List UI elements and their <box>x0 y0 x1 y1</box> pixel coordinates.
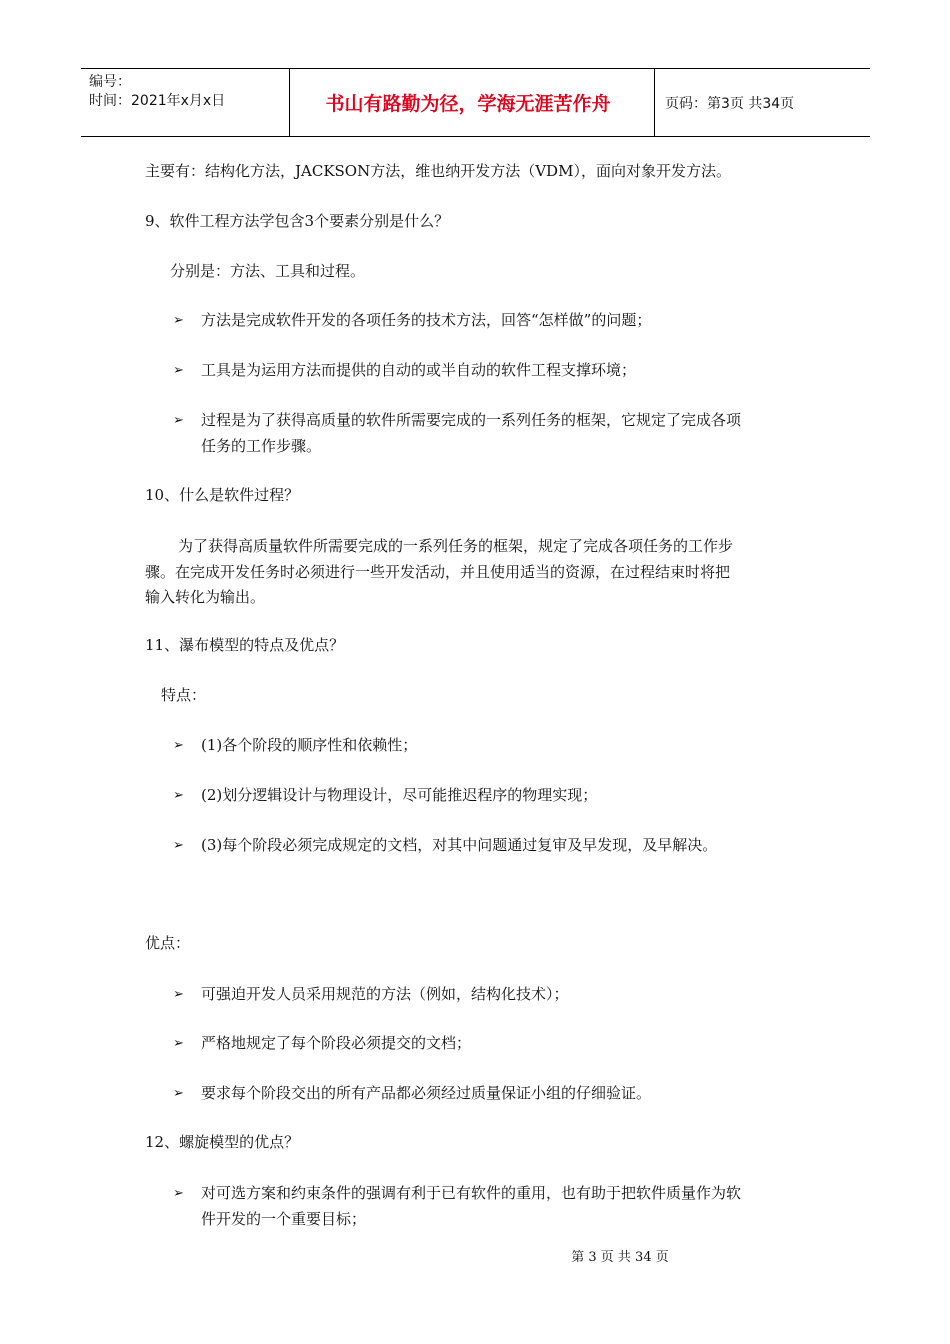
bullet-9-3-line1: 过程是为了获得高质量的软件所需要完成的一系列任务的框架，它规定了完成各项 <box>201 411 742 429</box>
advantage-2: 严格地规定了每个阶段必须提交的文档； <box>201 1034 472 1052</box>
feature-2: (2)划分逻辑设计与物理设计，尽可能推迟程序的物理实现； <box>201 786 598 804</box>
answer-10-line2: 骤。在完成开发任务时必须进行一些开发活动，并且使用适当的资源，在过程结束时将把 <box>145 563 731 581</box>
arrow-bullet-icon: ➢ <box>173 363 184 378</box>
arrow-bullet-icon: ➢ <box>173 413 184 428</box>
arrow-bullet-icon: ➢ <box>173 788 184 803</box>
bullet-9-1: 方法是完成软件开发的各项任务的技术方法，回答“怎样做”的问题； <box>201 311 652 329</box>
feature-3: (3)每个阶段必须完成规定的文档，对其中问题通过复审及早发现，及早解决。 <box>201 836 718 854</box>
header-meta-cell <box>81 69 290 136</box>
question-10: 10、什么是软件过程？ <box>145 486 300 504</box>
answer-10-line1: 为了获得高质量软件所需要完成的一系列任务的框架，规定了完成各项任务的工作步 <box>178 537 734 555</box>
page-info: 页码：第3页 共34页 <box>665 95 795 112</box>
header-table <box>81 68 870 137</box>
motto: 书山有路勤为径，学海无涯苦作舟 <box>282 69 655 136</box>
arrow-bullet-icon: ➢ <box>173 738 184 753</box>
advantages-label: 优点： <box>145 934 191 952</box>
arrow-bullet-icon: ➢ <box>173 838 184 853</box>
bullet-9-2: 工具是为运用方法而提供的自动的或半自动的软件工程支撑环境； <box>201 361 637 379</box>
answer-9: 分别是：方法、工具和过程。 <box>170 262 366 280</box>
arrow-bullet-icon: ➢ <box>173 1186 184 1201</box>
number-label: 编号： <box>89 74 131 90</box>
features-label: 特点： <box>161 686 207 704</box>
paragraph-methods: 主要有：结构化方法，JACKSON方法，维也纳开发方法（VDM），面向对象开发方法。 <box>145 162 731 180</box>
arrow-bullet-icon: ➢ <box>173 1086 184 1101</box>
arrow-bullet-icon: ➢ <box>173 1036 184 1051</box>
question-9: 9、软件工程方法学包含3个要素分别是什么？ <box>145 212 450 230</box>
spiral-advantage-1-line1: 对可选方案和约束条件的强调有利于已有软件的重用，也有助于把软件质量作为软 <box>201 1184 742 1202</box>
advantage-1: 可强迫开发人员采用规范的方法（例如，结构化技术）； <box>201 985 569 1003</box>
time-label: 时间：2021年x月x日 <box>89 93 226 109</box>
arrow-bullet-icon: ➢ <box>173 987 184 1002</box>
bullet-9-3-line2: 任务的工作步骤。 <box>201 437 322 455</box>
feature-1: (1)各个阶段的顺序性和依赖性； <box>201 736 418 754</box>
page-footer: 第 3 页 共 34 页 <box>571 1250 669 1265</box>
question-11: 11、瀑布模型的特点及优点？ <box>145 636 345 654</box>
spiral-advantage-1-line2: 件开发的一个重要目标； <box>201 1210 367 1228</box>
advantage-3: 要求每个阶段交出的所有产品都必须经过质量保证小组的仔细验证。 <box>201 1084 652 1102</box>
question-12: 12、螺旋模型的优点？ <box>145 1133 300 1151</box>
arrow-bullet-icon: ➢ <box>173 313 184 328</box>
answer-10-line3: 输入转化为输出。 <box>145 588 266 606</box>
